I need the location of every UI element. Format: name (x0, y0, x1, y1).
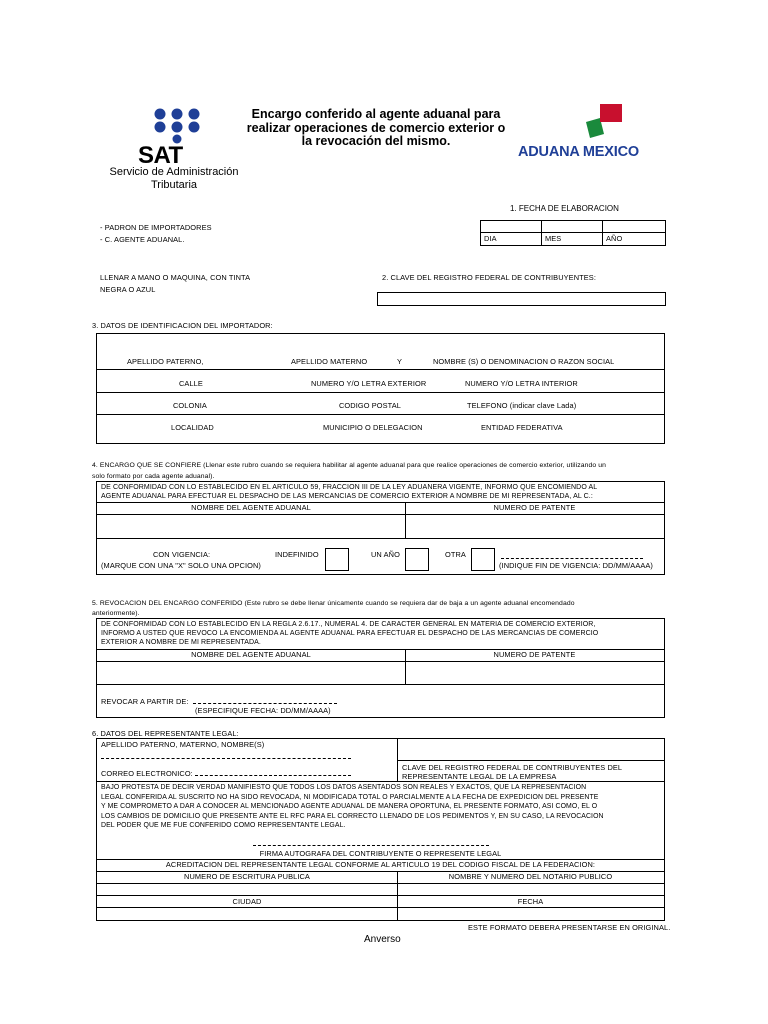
sec5-nombre-agente-label: NOMBRE DEL AGENTE ADUANAL (191, 650, 311, 659)
revocar-fecha-line[interactable] (193, 703, 337, 704)
rfc-label: 2. CLAVE DEL REGISTRO FEDERAL DE CONTRIBUYENTES: (382, 273, 596, 282)
vigencia-label: CON VIGENCIA: (153, 550, 211, 559)
llenar-line2: NEGRA O AZUL (100, 285, 156, 294)
fecha-dia-label: DIA (480, 232, 542, 246)
sec4-title-line1: 4. ENCARGO QUE SE CONFIERE (Llenar este rubro cuando se requiera habilitar al agente aduanal para que realice operaciones de comercio exterior, utilizando un (92, 462, 607, 469)
telefono-label: TELEFONO (indicar clave Lada) (467, 401, 577, 410)
sec3-title: 3. DATOS DE IDENTIFICACION DEL IMPORTADOR: (92, 321, 273, 330)
rep-clave-line2: REPRESENTANTE LEGAL DE LA EMPRESA (402, 772, 557, 781)
rep-correo-label: CORREO ELECTRONICO: (101, 769, 193, 778)
sec5-title-line2: anteriormente). (92, 610, 140, 617)
rep-nombre-line[interactable] (101, 758, 351, 759)
sec4-conformidad (101, 483, 597, 501)
original-note: ESTE FORMATO DEBERA PRESENTARSE EN ORIGINAL. (468, 923, 671, 932)
rep-clave-line1: CLAVE DEL REGISTRO FEDERAL DE CONTRIBUYENTES DEL (402, 763, 623, 772)
sec3-row3-labels (97, 400, 664, 414)
sec4-table (96, 481, 665, 575)
sec6-table (96, 738, 665, 921)
sec4-nombre-agente-label: NOMBRE DEL AGENTE ADUANAL (191, 503, 311, 512)
protesta-line3: Y ME COMPROMETO A DAR A CONOCER AL MENCIONADO AGENTE ADUANAL DE MANERA OPORTUNA, EL PRESENTE FORMATO, ASI COMO, EL O (101, 803, 598, 810)
otra-checkbox[interactable] (471, 548, 495, 571)
protesta-line5: DEL PODER QUE ME FUE CONFERIDO COMO REPRESENTANTE LEGAL. (101, 822, 346, 829)
padron-line2: - C. AGENTE ADUANAL. (100, 235, 185, 244)
sec3-row1-labels (97, 356, 664, 370)
indefinido-label: INDEFINIDO (275, 550, 319, 559)
apellido-materno-label: APELLIDO MATERNO (291, 357, 368, 366)
fecha-mes-label: MES (541, 232, 603, 246)
aduana-logo (516, 104, 656, 164)
sat-logo-text: SAT (138, 142, 183, 169)
sec3-row1-input[interactable] (97, 334, 664, 356)
sec3-row4-input[interactable] (97, 415, 664, 422)
rep-correo-line[interactable] (195, 775, 351, 776)
ciudad-input[interactable] (97, 908, 397, 920)
aduana-logo-text: ADUANA MEXICO (518, 144, 639, 160)
sec4-numero-patente-input[interactable] (406, 515, 664, 538)
sec5-title-line1: 5. REVOCACION DEL ENCARGO CONFERIDO (Este rubro se debe llenar únicamente cuando se requiera dar de baja a un agente aduanal encomendado (92, 600, 575, 607)
protesta-text (101, 783, 662, 831)
otra-label: OTRA (445, 550, 466, 559)
firma-line[interactable] (253, 845, 489, 846)
sec4-nombre-agente-input[interactable] (97, 515, 405, 538)
escritura-input[interactable] (97, 884, 397, 895)
rfc-input[interactable] (377, 292, 666, 306)
sec3-row3-input[interactable] (97, 393, 664, 400)
anverso-label: Anverso (364, 934, 401, 945)
fecha-rep-label: FECHA (517, 897, 544, 906)
y-label: Y (397, 357, 403, 366)
notario-input[interactable] (398, 884, 664, 895)
revocar-label: REVOCAR A PARTIR DE: (101, 697, 189, 706)
sec4-conformidad-line2: AGENTE ADUANAL PARA EFECTUAR EL DESPACHO DE LAS MERCANCIAS DE COMERCIO EXTERIOR A NOMBRE DE MI REPRESENTADA, AL C.: (101, 493, 593, 500)
ciudad-label: CIUDAD (232, 897, 262, 906)
un-ano-label: UN AÑO (371, 550, 400, 559)
indique-label: (INDIQUE FIN DE VIGENCIA: DD/MM/AAAA) (499, 561, 653, 570)
rep-clave-label (402, 763, 660, 781)
especifique-label: (ESPECIFIQUE FECHA: DD/MM/AAAA) (195, 706, 331, 715)
numero-interior-label: NUMERO Y/O LETRA INTERIOR (465, 379, 578, 388)
marque-label: (MARQUE CON UNA "X" SOLO UNA OPCION) (101, 561, 261, 570)
sec3-table (96, 333, 665, 444)
sec5-numero-patente-label: NUMERO DE PATENTE (493, 650, 576, 659)
municipio-label: MUNICIPIO O DELEGACION (323, 423, 423, 432)
fecha-table (480, 220, 666, 246)
calle-label: CALLE (179, 379, 203, 388)
sec3-row4-labels (97, 422, 664, 436)
colonia-label: COLONIA (173, 401, 207, 410)
localidad-label: LOCALIDAD (171, 423, 214, 432)
sec5-table (96, 618, 665, 718)
padron-line1: - PADRON DE IMPORTADORES (100, 223, 212, 232)
sec3-row2-input[interactable] (97, 370, 664, 378)
sec5-numero-patente-input[interactable] (406, 662, 664, 684)
rep-rfc-input[interactable] (398, 739, 664, 761)
sec5-conformidad (101, 620, 598, 647)
llenar-line1: LLENAR A MANO O MAQUINA, CON TINTA (100, 273, 251, 282)
title-line2: realizar operaciones de comercio exterior o (246, 120, 506, 135)
otra-fecha-line[interactable] (501, 558, 643, 559)
sec5-conformidad-line3: EXTERIOR A NOMBRE DE MI REPRESENTADA. (101, 639, 261, 646)
sec4-title-line2: solo formato por cada agente aduanal). (92, 473, 215, 480)
indefinido-checkbox[interactable] (325, 548, 349, 571)
title-line1: Encargo conferido al agente aduanal para (251, 107, 501, 121)
sec5-nombre-agente-input[interactable] (97, 662, 405, 684)
notario-label: NOMBRE Y NUMERO DEL NOTARIO PUBLICO (448, 872, 613, 881)
protesta-line2: LEGAL CONFERIDA AL SUSCRITO NO HA SIDO REVOCADA, NI MODIFICADA TOTAL O PARCIALMENTE A LA FECHA DE EXPEDICION DEL PRESENTE (101, 793, 599, 801)
un-ano-checkbox[interactable] (405, 548, 429, 571)
sec3-row2-labels (97, 378, 664, 392)
aduana-emblem-icon (586, 104, 626, 140)
title-line3: la revocación del mismo. (301, 134, 451, 148)
acreditacion-label: ACREDITACION DEL REPRESENTANTE LEGAL CONFORME AL ARTICULO 19 DEL CODIGO FISCAL DE LA FEDERACION: (165, 860, 596, 869)
fecha-ano-label: AÑO (602, 232, 666, 246)
protesta-line1: BAJO PROTESTA DE DECIR VERDAD MANIFIESTO QUE TODOS LOS DATOS ASENTADOS SON REALES Y EXACTOS, QUE LA REPRESENTACION (101, 784, 587, 791)
sec5-conformidad-line2: INFORMO A USTED QUE REVOCO LA ENCOMIENDA AL AGENTE ADUANAL PARA EFECTUAR EL DESPACHO DE LAS MERCANCIAS DE COMERCIO (101, 630, 599, 637)
sec4-numero-patente-label: NUMERO DE PATENTE (493, 503, 576, 512)
sec4-conformidad-line1: DE CONFORMIDAD CON LO ESTABLECIDO EN EL ARTICULO 59, FRACCION III DE LA LEY ADUANERA VIGENTE, INFORMO QUE ENCOMIENDO AL (101, 484, 598, 491)
rep-nombre-label: APELLIDO PATERNO, MATERNO, NOMBRE(S) (101, 740, 265, 749)
numero-exterior-label: NUMERO Y/O LETRA EXTERIOR (311, 379, 427, 388)
sat-subtitle-line1: Servicio de Administración (109, 166, 239, 178)
fecha-label: 1. FECHA DE ELABORACION (510, 204, 619, 213)
entidad-label: ENTIDAD FEDERATIVA (481, 423, 563, 432)
protesta-line4: LOS CAMBIOS DE DOMICILIO QUE PRESENTE ANTE EL RFC PARA EL CORRECTO LLENADO DE LOS PEDIMENTOS Y, EN SU CASO, LA REVOCACION (101, 812, 604, 820)
sec5-conformidad-line1: DE CONFORMIDAD CON LO ESTABLECIDO EN LA REGLA 2.6.17., NUMERAL 4. DE CARACTER GENERAL EN MATERIA DE COMERCIO EXTERIOR, (101, 621, 596, 628)
firma-label: FIRMA AUTOGRAFA DEL CONTRIBUYENTE O REPRESENTE LEGAL (259, 849, 502, 858)
apellido-paterno-label: APELLIDO PATERNO, (127, 357, 204, 366)
sec4-title (92, 460, 664, 482)
sat-dots-icon (152, 108, 202, 144)
escritura-label: NUMERO DE ESCRITURA PUBLICA (184, 872, 310, 881)
form-title (236, 108, 516, 149)
codigo-postal-label: CODIGO POSTAL (339, 401, 401, 410)
nombre-razon-label: NOMBRE (S) O DENOMINACION O RAZON SOCIAL (433, 357, 615, 366)
sec6-title: 6. DATOS DEL REPRESENTANTE LEGAL: (92, 729, 239, 738)
sec5-title (92, 599, 664, 619)
sat-subtitle-line2: Tributaria (150, 179, 198, 191)
fecha-rep-input[interactable] (398, 908, 664, 920)
